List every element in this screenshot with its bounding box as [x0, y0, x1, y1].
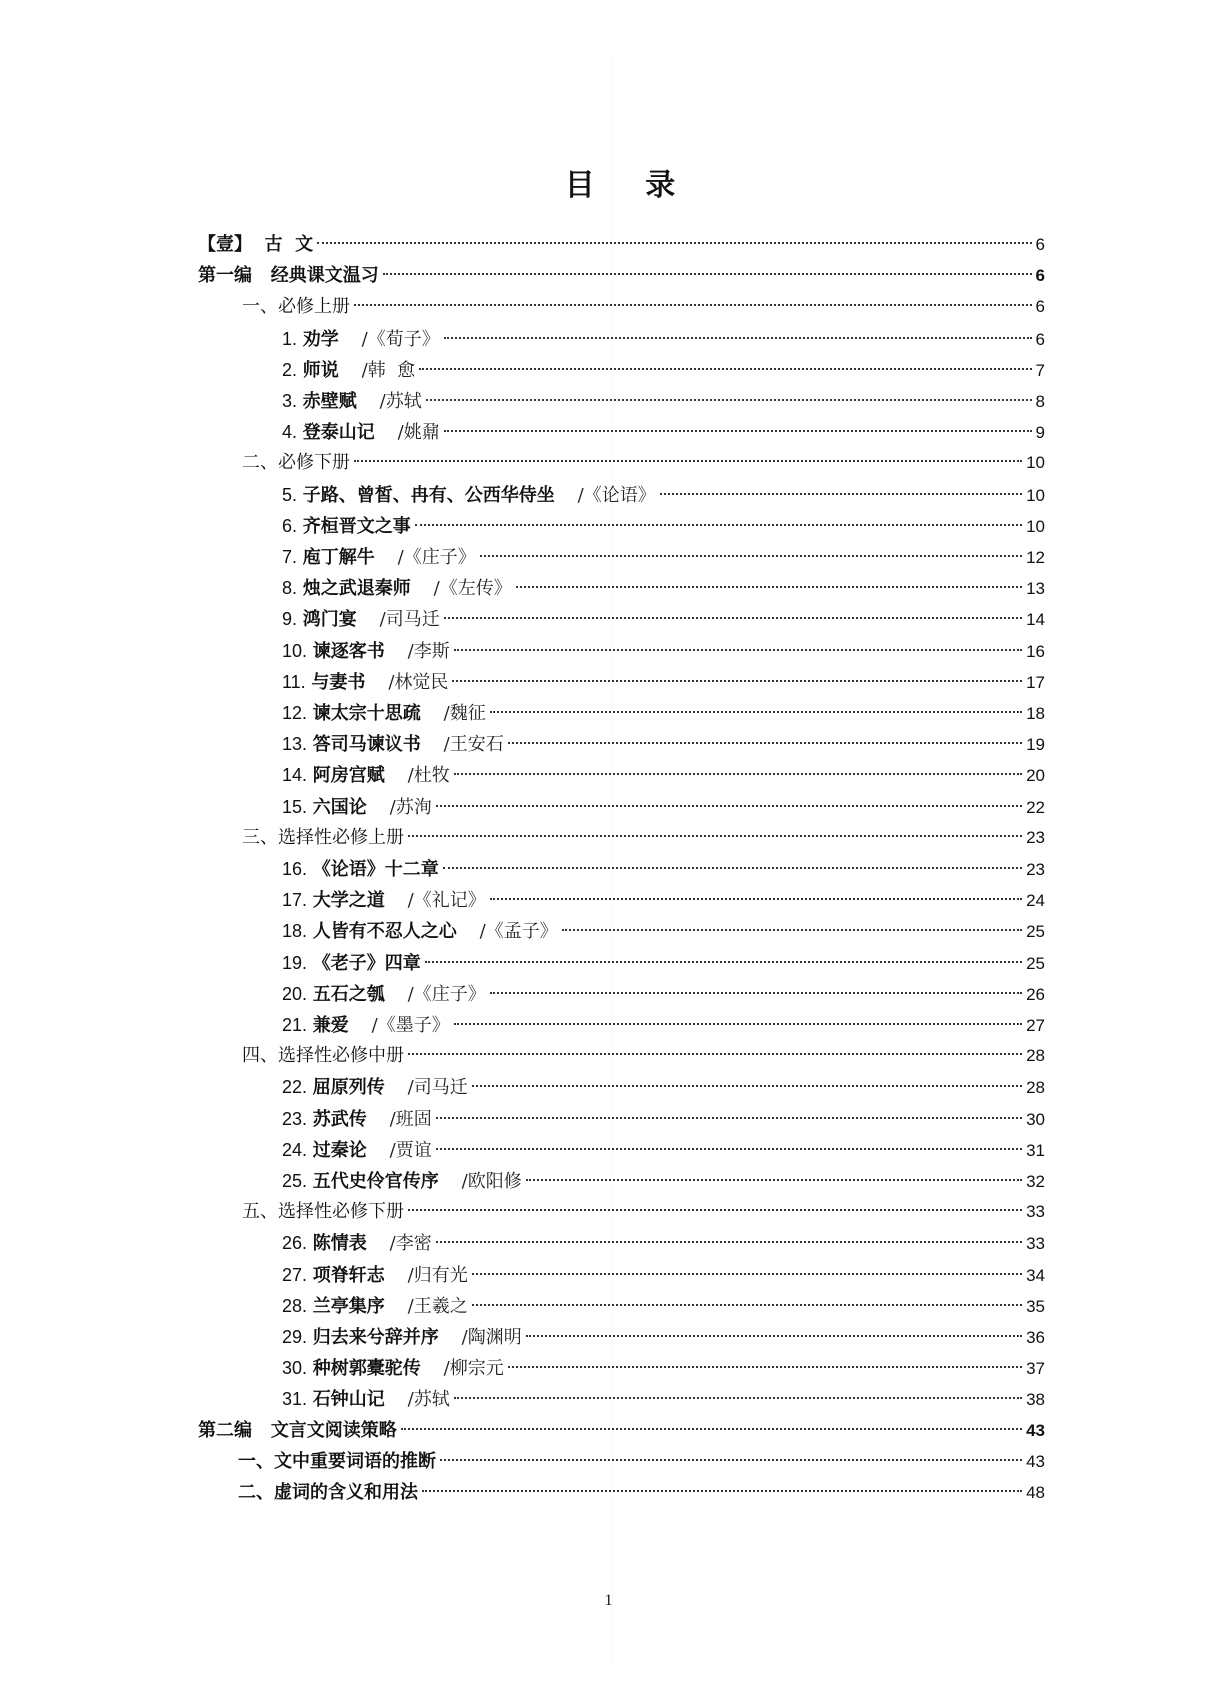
toc-entry[interactable] [282, 1322, 1045, 1352]
toc-entry-number: 28. [282, 1296, 308, 1316]
toc-entry[interactable] [198, 261, 1045, 291]
toc-entry-title: 项脊轩志 [312, 1265, 385, 1286]
toc-entry-label: 四、选择性必修中册 [242, 1045, 404, 1066]
toc-entry-number: 2. [282, 360, 298, 380]
toc-entry-title: 庖丁解牛 [302, 547, 375, 568]
toc-entry-page: 36 [1026, 1328, 1045, 1347]
toc-leader-dots [317, 242, 1031, 244]
toc-entry-page: 17 [1026, 673, 1045, 692]
toc-leader-dots [444, 617, 1022, 619]
toc-entry-number: 11. [282, 672, 306, 692]
toc-entry[interactable] [282, 916, 1045, 946]
toc-leader-dots [443, 867, 1022, 869]
toc-entry-number: 20. [282, 984, 308, 1004]
toc-entry-page: 26 [1026, 985, 1045, 1004]
toc-entry-author: /苏轼 [407, 1389, 450, 1410]
toc-entry[interactable] [282, 1228, 1045, 1258]
toc-entry-page: 12 [1026, 548, 1045, 567]
toc-entry-label [282, 636, 450, 667]
toc-entry[interactable] [238, 1447, 1045, 1477]
toc-entry-author: /王羲之 [407, 1296, 468, 1317]
toc-leader-dots [408, 835, 1022, 837]
toc-leader-dots [562, 929, 1022, 931]
toc-leader-dots [490, 898, 1022, 900]
toc-entry-author: /柳宗元 [443, 1358, 504, 1379]
toc-entry-page: 48 [1026, 1483, 1045, 1502]
toc-entry-title: 五石之瓠 [312, 984, 385, 1005]
toc-entry-page: 18 [1026, 704, 1045, 723]
toc-entry-page: 35 [1026, 1297, 1045, 1316]
toc-entry-page: 30 [1026, 1110, 1045, 1129]
toc-leader-dots [454, 1023, 1022, 1025]
toc-entry[interactable] [282, 792, 1045, 822]
toc-entry-author: /陶渊明 [461, 1327, 522, 1348]
toc-entry[interactable] [242, 448, 1045, 478]
toc-entry-page: 33 [1026, 1202, 1045, 1221]
toc-entry-label: 二、必修下册 [242, 452, 350, 473]
toc-entry-page: 23 [1026, 860, 1045, 879]
toc-leader-dots [425, 961, 1022, 963]
toc-entry-title: 屈原列传 [312, 1077, 385, 1098]
toc-entry-page: 6 [1035, 297, 1045, 316]
toc-entry-label [282, 729, 504, 760]
toc-entry-title: 劝学 [302, 329, 339, 350]
toc-entry-label [282, 916, 558, 947]
toc-leader-dots [422, 1490, 1022, 1492]
toc-entry-author: /姚鼐 [397, 422, 440, 443]
toc-entry-page: 25 [1026, 922, 1045, 941]
toc-entry[interactable] [198, 230, 1045, 260]
toc-leader-dots [415, 524, 1022, 526]
toc-entry-title: 鸿门宴 [302, 609, 357, 630]
page-number: 1 [604, 1592, 613, 1609]
toc-entry-page: 33 [1026, 1234, 1045, 1253]
toc-entry-label [282, 1104, 432, 1135]
toc-entry[interactable] [282, 698, 1045, 728]
toc-entry-author: /贾谊 [389, 1140, 432, 1161]
toc-entry-page: 9 [1035, 423, 1045, 442]
toc-entry-page: 24 [1026, 891, 1045, 910]
toc-entry-label [282, 760, 450, 791]
toc-entry-title: 石钟山记 [312, 1389, 385, 1410]
toc-leader-dots [472, 1273, 1022, 1275]
toc-entry-page: 28 [1026, 1046, 1045, 1065]
toc-entry-label [282, 667, 448, 698]
toc-entry-number: 10. [282, 641, 308, 661]
toc-entry-number: 1. [282, 329, 298, 349]
toc-entry-number: 15. [282, 797, 308, 817]
toc-entry-page: 7 [1035, 361, 1045, 380]
toc-entry[interactable] [282, 1072, 1045, 1102]
toc-entry-author: /《墨子》 [371, 1015, 450, 1036]
toc-entry-author: /韩 愈 [361, 360, 416, 381]
toc-entry-page: 16 [1026, 642, 1045, 661]
toc-entry-label [282, 1353, 504, 1384]
toc-leader-dots [516, 586, 1022, 588]
toc-entry-number: 6. [282, 516, 298, 536]
toc-entry[interactable] [282, 1353, 1045, 1383]
toc-entry-title: 《老子》四章 [312, 953, 421, 974]
toc-leader-dots [436, 1117, 1022, 1119]
toc-leader-dots [472, 1304, 1022, 1306]
toc-entry-number: 26. [282, 1233, 308, 1253]
toc-leader-dots [526, 1179, 1022, 1181]
toc-entry-label: 五、选择性必修下册 [242, 1201, 404, 1222]
toc-entry[interactable] [282, 760, 1045, 790]
toc-leader-dots [508, 742, 1022, 744]
toc-entry-number: 9. [282, 609, 298, 629]
toc-entry-author: /《孟子》 [479, 921, 558, 942]
toc-entry[interactable] [282, 1291, 1045, 1321]
toc-entry-label [282, 1322, 522, 1353]
toc-entry-author: /《礼记》 [407, 890, 486, 911]
toc-entry-page: 25 [1026, 954, 1045, 973]
toc-entry-page: 6 [1035, 235, 1045, 254]
toc-entry-page: 31 [1026, 1141, 1045, 1160]
toc-entry-author: /林觉民 [388, 672, 449, 693]
toc-entry-author: /《荀子》 [361, 329, 440, 350]
toc-entry-number: 3. [282, 391, 298, 411]
toc-entry-author: /欧阳修 [461, 1171, 522, 1192]
toc-entry-label [282, 1135, 432, 1166]
toc-entry-page: 19 [1026, 735, 1045, 754]
toc-leader-dots [354, 460, 1022, 462]
toc-entry-label: 第二编 文言文阅读策略 [198, 1420, 397, 1441]
toc-entry-title: 阿房宫赋 [312, 765, 385, 786]
toc-entry[interactable] [282, 1260, 1045, 1290]
toc-entry[interactable] [282, 480, 1045, 510]
toc-entry-label [282, 573, 512, 604]
toc-entry-label: 二、虚词的含义和用法 [238, 1482, 418, 1503]
toc-entry-page: 38 [1026, 1390, 1045, 1409]
toc-leader-dots [490, 992, 1022, 994]
toc-entry-title: 种树郭橐驼传 [312, 1358, 421, 1379]
toc-leader-dots [454, 773, 1022, 775]
toc-entry-author: /苏轼 [379, 391, 422, 412]
toc-entry-label [282, 604, 440, 635]
toc-entry-label [282, 1166, 522, 1197]
toc-entry-label: 第一编 经典课文温习 [198, 265, 379, 286]
toc-entry-page: 10 [1026, 486, 1045, 505]
toc-entry[interactable] [282, 885, 1045, 915]
toc-entry-author: /司马迁 [379, 609, 440, 630]
toc-entry-number: 12. [282, 703, 308, 723]
toc-entry-number: 14. [282, 765, 308, 785]
toc-entry[interactable] [282, 636, 1045, 666]
toc-entry-title: 兼爱 [312, 1015, 349, 1036]
toc-leader-dots [452, 680, 1022, 682]
toc-entry[interactable] [282, 729, 1045, 759]
toc-leader-dots [408, 1209, 1022, 1211]
toc-entry-page: 14 [1026, 610, 1045, 629]
toc-entry-author: /苏洵 [389, 797, 432, 818]
toc-entry-number: 17. [282, 890, 308, 910]
toc-entry-author: /《庄子》 [397, 547, 476, 568]
toc-entry-title: 谏太宗十思疏 [312, 703, 421, 724]
toc-leader-dots [444, 430, 1032, 432]
toc-entry-title: 五代史伶官传序 [312, 1171, 439, 1192]
toc-entry-page: 22 [1026, 798, 1045, 817]
toc-entry-number: 29. [282, 1327, 308, 1347]
toc-entry[interactable] [282, 386, 1045, 416]
toc-entry-label: 【壹】 古 文 [198, 234, 314, 255]
toc-entry-title: 齐桓晋文之事 [302, 516, 411, 537]
toc-entry-number: 7. [282, 547, 298, 567]
toc-entry[interactable] [282, 948, 1045, 978]
toc-entry-author: /李斯 [407, 641, 450, 662]
toc-leader-dots [408, 1053, 1022, 1055]
page-title: 目 录 [564, 168, 696, 203]
toc-entry[interactable] [282, 355, 1045, 385]
toc-entry-page: 32 [1026, 1172, 1045, 1191]
toc-entry-author: /杜牧 [407, 765, 450, 786]
toc-leader-dots [436, 1148, 1022, 1150]
toc-entry-number: 31. [282, 1389, 308, 1409]
toc-entry[interactable] [198, 1416, 1045, 1446]
toc-entry-page: 8 [1035, 392, 1045, 411]
toc-entry-page: 20 [1026, 766, 1045, 785]
toc-entry-page: 34 [1026, 1266, 1045, 1285]
toc-entry-label [282, 511, 411, 542]
toc-entry-label [282, 480, 656, 511]
toc-entry-title: 赤壁赋 [302, 391, 357, 412]
toc-entry-label [282, 854, 439, 885]
toc-leader-dots [454, 649, 1022, 651]
toc-entry-author: /魏征 [443, 703, 486, 724]
toc-entry-author: /《论语》 [577, 485, 656, 506]
toc-entry[interactable] [282, 1135, 1045, 1165]
toc-entry-number: 16. [282, 859, 308, 879]
toc-entry-author: /《庄子》 [407, 984, 486, 1005]
toc-entry-number: 19. [282, 953, 308, 973]
toc-entry-number: 4. [282, 422, 298, 442]
toc-entry-label [282, 885, 486, 916]
toc-entry-title: 登泰山记 [302, 422, 375, 443]
toc-entry-page: 37 [1026, 1359, 1045, 1378]
toc-entry[interactable] [242, 823, 1045, 853]
toc-entry-title: 子路、曾皙、冉有、公西华侍坐 [302, 485, 555, 506]
toc-entry-label [282, 1072, 468, 1103]
toc-entry-title: 陈情表 [312, 1233, 367, 1254]
toc-entry[interactable] [282, 1384, 1045, 1414]
toc-entry-author: /司马迁 [407, 1077, 468, 1098]
toc-entry-number: 13. [282, 734, 308, 754]
toc-entry-title: 答司马谏议书 [312, 734, 421, 755]
toc-entry-title: 人皆有不忍人之心 [312, 921, 457, 942]
toc-entry-label: 一、必修上册 [242, 296, 350, 317]
toc-entry[interactable] [282, 542, 1045, 572]
toc-entry-page: 43 [1026, 1421, 1045, 1440]
toc-entry-number: 22. [282, 1077, 308, 1097]
toc-entry-title: 大学之道 [312, 890, 385, 911]
toc-entry-title: 苏武传 [312, 1109, 367, 1130]
toc-leader-dots [419, 368, 1031, 370]
toc-entry-title: 与妻书 [311, 672, 366, 693]
toc-entry[interactable] [282, 667, 1045, 697]
toc-entry-label [282, 979, 486, 1010]
toc-entry-label [282, 1010, 450, 1041]
toc-entry[interactable] [282, 324, 1045, 354]
toc-entry[interactable] [282, 854, 1045, 884]
toc-leader-dots [660, 493, 1022, 495]
toc-entry-label [282, 1384, 450, 1415]
toc-entry-number: 30. [282, 1358, 308, 1378]
toc-entry-author: /《左传》 [433, 578, 512, 599]
toc-entry-author: /王安石 [443, 734, 504, 755]
toc-leader-dots [444, 337, 1032, 339]
toc-entry-page: 10 [1026, 453, 1045, 472]
toc-entry-title: 六国论 [312, 797, 367, 818]
toc-entry-number: 8. [282, 578, 298, 598]
toc-entry-page: 23 [1026, 828, 1045, 847]
toc-entry[interactable] [282, 979, 1045, 1009]
toc-entry-title: 兰亭集序 [312, 1296, 385, 1317]
toc-leader-dots [440, 1459, 1022, 1461]
toc-leader-dots [436, 1241, 1022, 1243]
toc-entry[interactable] [242, 1041, 1045, 1071]
toc-entry-label [282, 698, 486, 729]
toc-leader-dots [490, 711, 1022, 713]
toc-leader-dots [383, 273, 1032, 275]
toc-leader-dots [508, 1366, 1022, 1368]
toc-entry[interactable] [238, 1478, 1045, 1508]
toc-entry-author: /班固 [389, 1109, 432, 1130]
toc-entry-label [282, 1291, 468, 1322]
toc-entry-title: 师说 [302, 360, 339, 381]
toc-leader-dots [472, 1085, 1022, 1087]
toc-entry-author: /李密 [389, 1233, 432, 1254]
toc-entry-page: 43 [1026, 1452, 1045, 1471]
toc-entry-page: 6 [1035, 266, 1045, 285]
toc-entry[interactable] [282, 1166, 1045, 1196]
toc-entry-title: 归去来兮辞并序 [312, 1327, 439, 1348]
toc-entry-title: 《论语》十二章 [312, 859, 439, 880]
toc-entry[interactable] [242, 1197, 1045, 1227]
toc-leader-dots [401, 1428, 1022, 1430]
toc-entry-label [282, 355, 415, 386]
toc-entry-title: 谏逐客书 [312, 641, 385, 662]
toc-leader-dots [480, 555, 1022, 557]
toc-entry-number: 18. [282, 921, 308, 941]
toc-entry-number: 21. [282, 1015, 308, 1035]
toc-entry-number: 5. [282, 485, 298, 505]
toc-entry-author: /归有光 [407, 1265, 468, 1286]
toc-entry-page: 6 [1035, 330, 1045, 349]
toc-entry-title: 过秦论 [312, 1140, 367, 1161]
toc-entry-number: 27. [282, 1265, 308, 1285]
toc-entry[interactable] [282, 1104, 1045, 1134]
toc-entry[interactable] [282, 604, 1045, 634]
toc-leader-dots [526, 1335, 1022, 1337]
toc-entry-page: 13 [1026, 579, 1045, 598]
toc-entry[interactable] [282, 417, 1045, 447]
toc-entry-label [282, 1228, 432, 1259]
toc-entry-page: 27 [1026, 1016, 1045, 1035]
toc-leader-dots [454, 1397, 1022, 1399]
toc-entry-label [282, 792, 432, 823]
toc-entry-label [282, 542, 476, 573]
toc-entry-label: 一、文中重要词语的推断 [238, 1451, 436, 1472]
toc-leader-dots [436, 805, 1022, 807]
toc-leader-dots [426, 399, 1032, 401]
toc-entry-number: 23. [282, 1109, 308, 1129]
toc-entry-page: 28 [1026, 1078, 1045, 1097]
toc-entry[interactable] [282, 511, 1045, 541]
toc-entry-label [282, 1260, 468, 1291]
toc-entry-label [282, 386, 422, 417]
toc-entry[interactable] [242, 292, 1045, 322]
toc-entry-label: 三、选择性必修上册 [242, 827, 404, 848]
toc-entry-label [282, 417, 440, 448]
toc-entry-label [282, 324, 440, 355]
toc-entry-page: 10 [1026, 517, 1045, 536]
toc-entry[interactable] [282, 573, 1045, 603]
toc-entry[interactable] [282, 1010, 1045, 1040]
toc-entry-title: 烛之武退秦师 [302, 578, 411, 599]
toc-leader-dots [354, 304, 1032, 306]
toc-entry-label [282, 948, 421, 979]
toc-entry-number: 24. [282, 1140, 308, 1160]
toc-entry-number: 25. [282, 1171, 308, 1191]
